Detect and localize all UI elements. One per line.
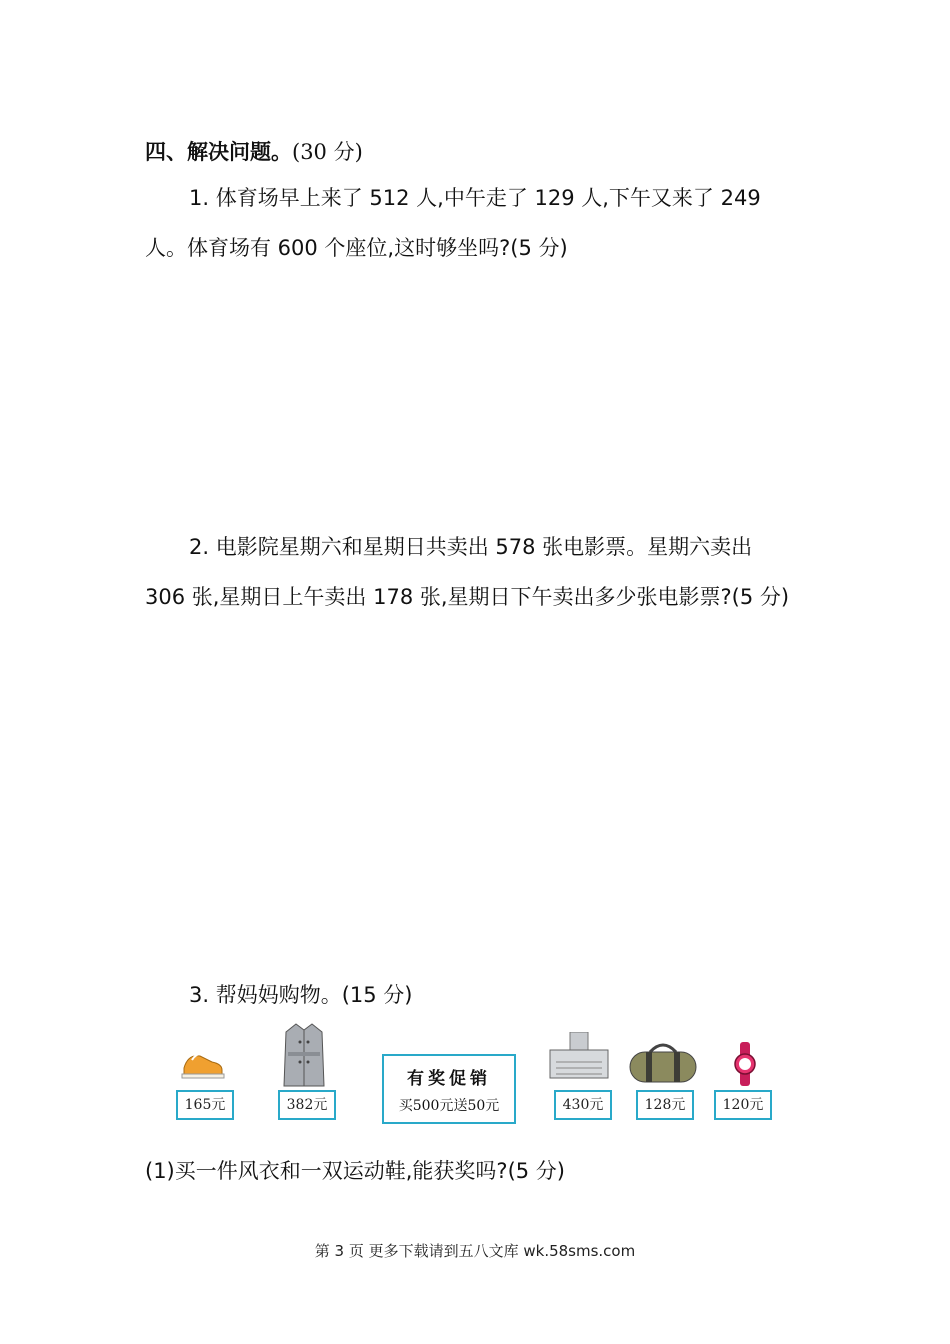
duffel-bag-icon <box>628 1038 698 1084</box>
promotion-subtitle: 买500元送50元 <box>398 1098 500 1114</box>
range-hood-icon <box>548 1032 610 1082</box>
promotion-title: 有奖促销 <box>407 1069 491 1089</box>
question-3: 3. 帮妈妈购物。(15 分) <box>189 983 413 1007</box>
range-hood-price: 430元 <box>554 1090 612 1120</box>
sub-question-1: (1)买一件风衣和一双运动鞋,能获奖吗?(5 分) <box>145 1159 565 1183</box>
section-points: (30 分) <box>292 140 363 164</box>
sneakers-item <box>170 1018 236 1128</box>
shopping-items <box>170 1018 790 1130</box>
duffel-bag-item <box>628 1018 700 1128</box>
coat-price: 382元 <box>278 1090 336 1120</box>
duffel-bag-price: 128元 <box>636 1090 694 1120</box>
question-1: 1. 体育场早上来了 512 人,中午走了 129 人,下午又来了 249 人。体育场有 600 个座位,这时够坐吗?(5 分) <box>145 186 761 260</box>
page-footer: 第 3 页 更多下载请到五八文库 wk.58sms.com <box>314 1242 636 1260</box>
section-title <box>145 136 363 166</box>
promotion-box <box>382 1054 516 1124</box>
sneakers-price: 165元 <box>176 1090 234 1120</box>
watch-price: 120元 <box>714 1090 772 1120</box>
watch-item <box>712 1018 778 1128</box>
trench-coat-icon <box>282 1020 326 1090</box>
question-2: 2. 电影院星期六和星期日共卖出 578 张电影票。星期六卖出 306 张,星期日上午卖出 178 张,星期日下午卖出多少张电影票?(5 分) <box>145 535 790 609</box>
coat-item <box>270 1018 336 1128</box>
sneakers-icon <box>178 1038 228 1082</box>
section-title-text: 四、解决问题。 <box>145 140 292 164</box>
range-hood-item <box>546 1018 612 1128</box>
watch-icon <box>730 1042 760 1086</box>
